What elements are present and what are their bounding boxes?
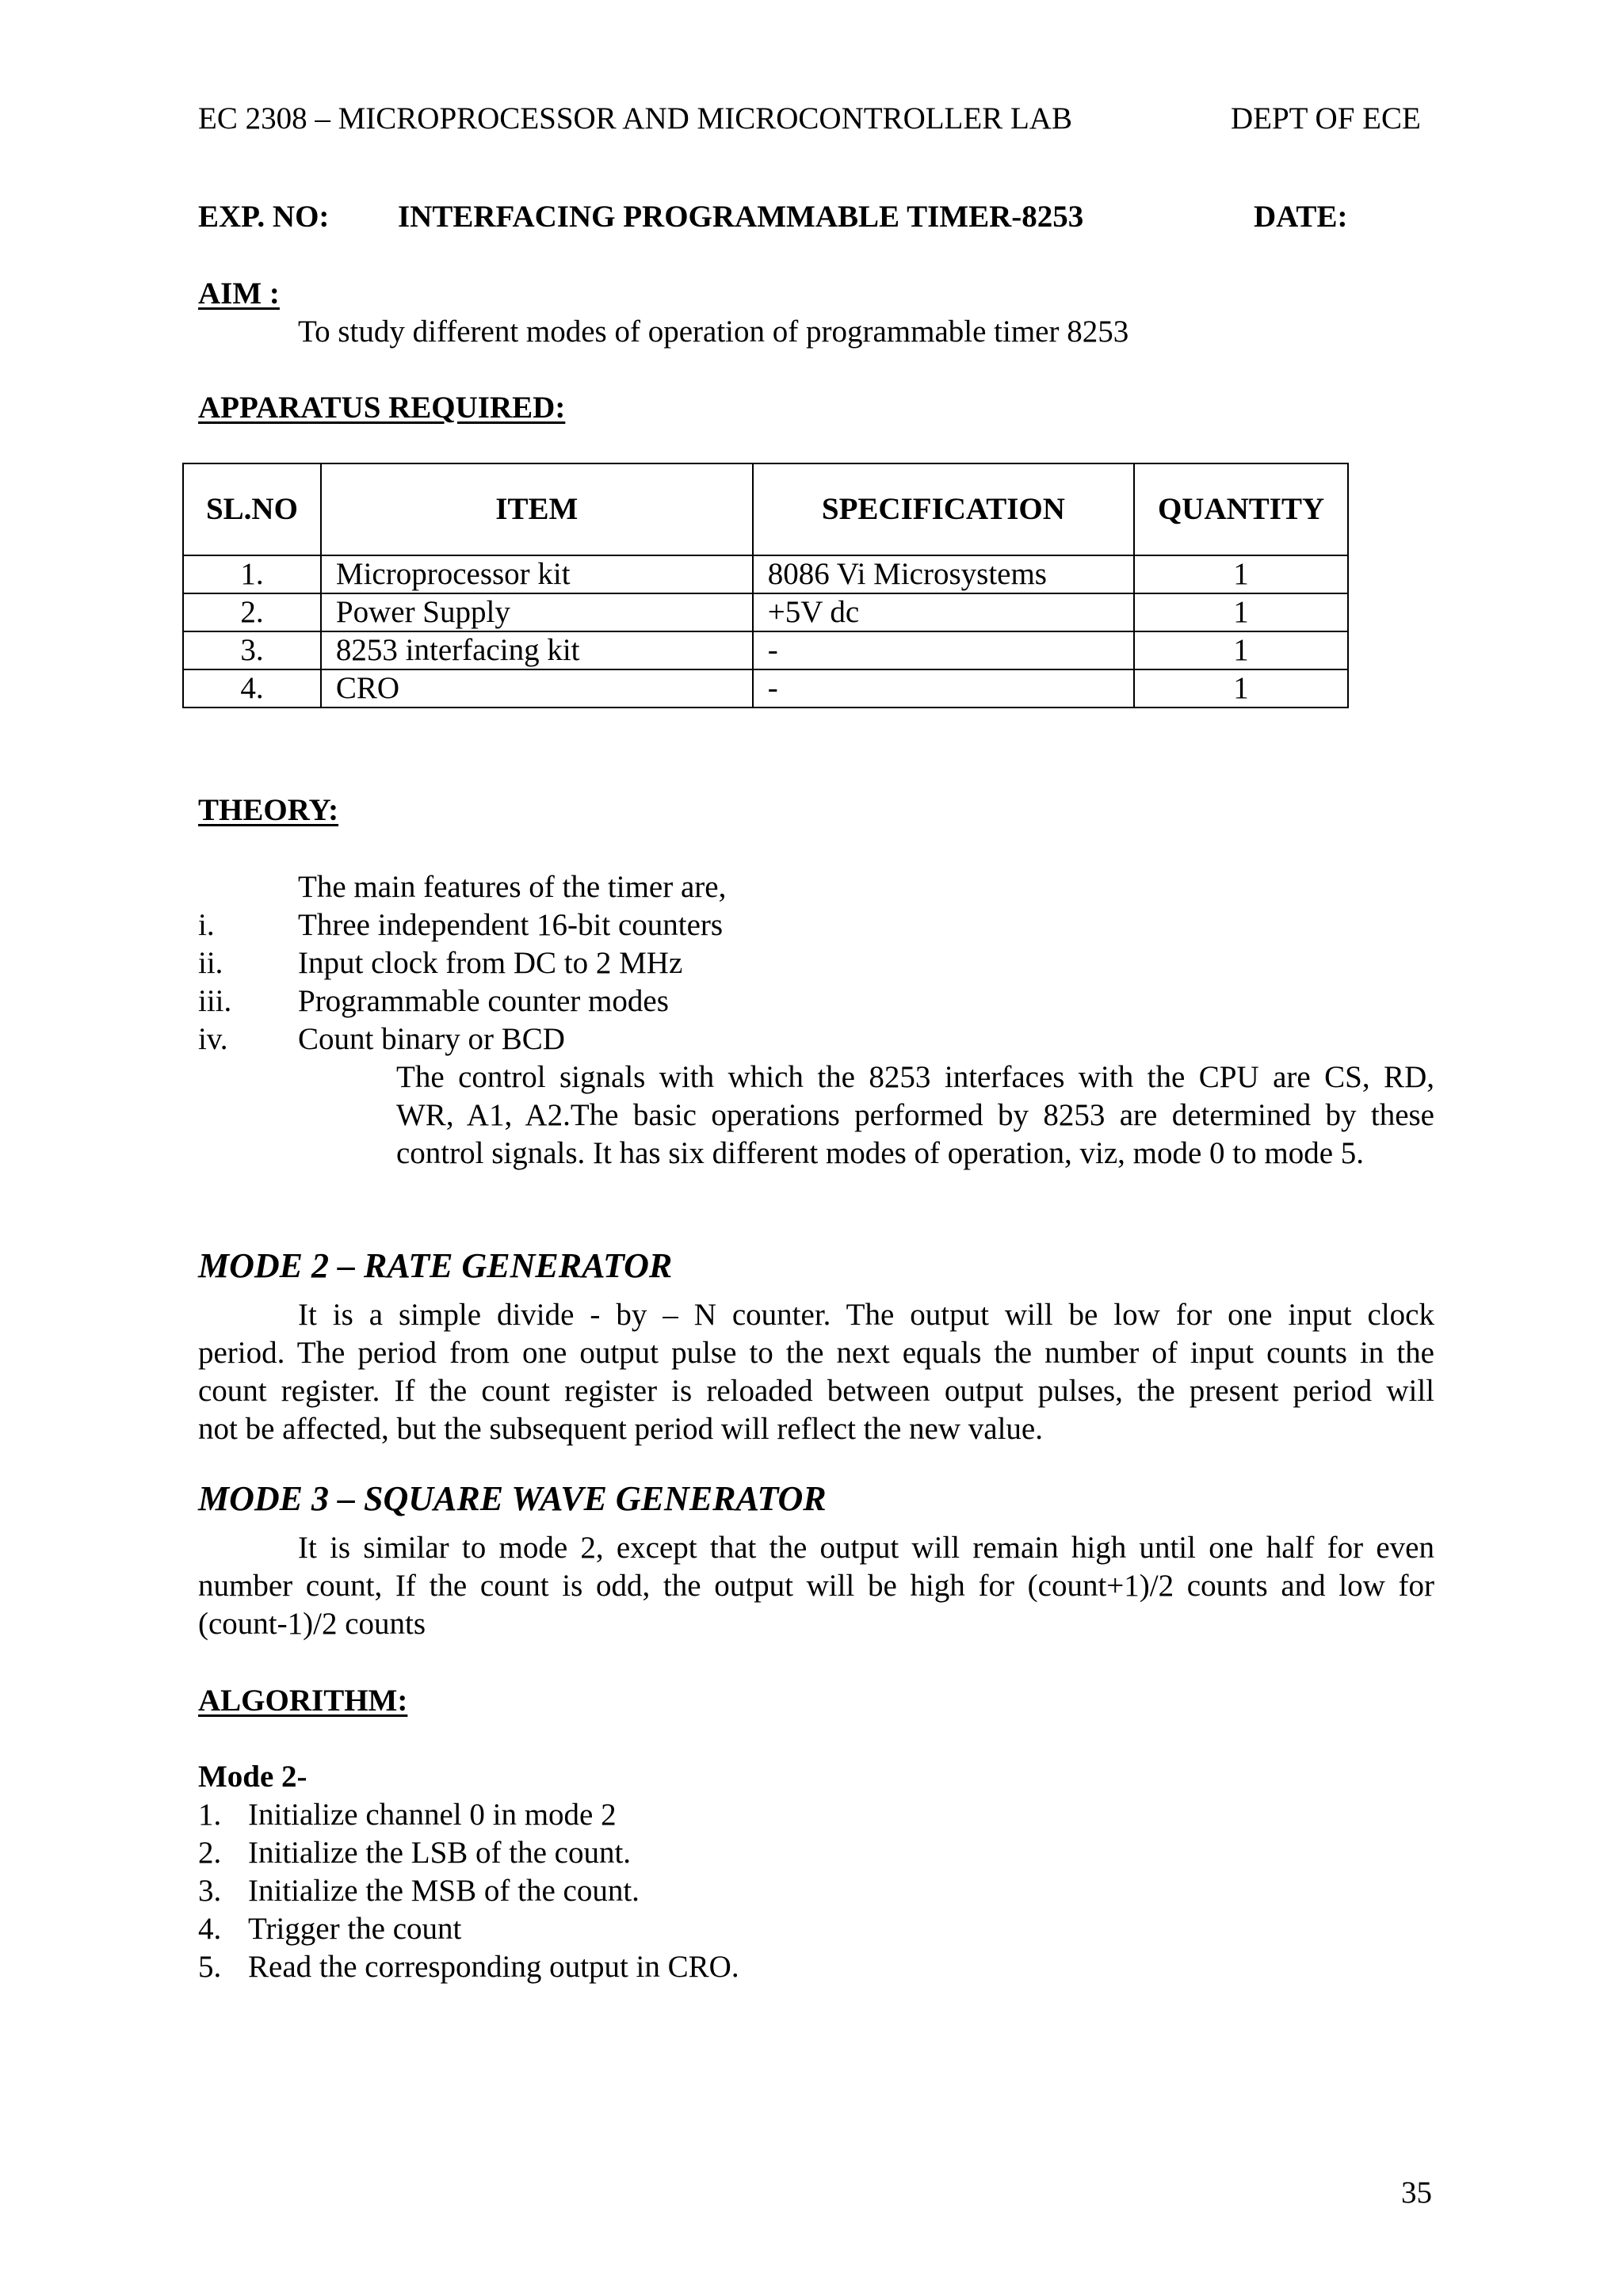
table-cell: 1 — [1134, 593, 1348, 631]
page-number: 35 — [1401, 2176, 1432, 2210]
algorithm-heading: ALGORITHM: — [198, 1684, 408, 1718]
theory-heading: THEORY: — [198, 793, 339, 827]
mode3-paragraph-line: number count, If the count is odd, the output will be high for (count+1)/2 counts and low for — [198, 1569, 1434, 1603]
feature-number: i. — [198, 908, 215, 942]
algorithm-subheading: Mode 2- — [198, 1760, 307, 1794]
mode3-paragraph-line: It is similar to mode 2, except that the output will remain high until one half for even — [298, 1531, 1434, 1565]
step-text: Read the corresponding output in CRO. — [248, 1950, 739, 1984]
table-row — [183, 669, 1348, 707]
step-number: 2. — [198, 1836, 222, 1870]
step-text: Initialize channel 0 in mode 2 — [248, 1798, 617, 1832]
feature-text: Input clock from DC to 2 MHz — [298, 946, 683, 980]
date-label: DATE: — [1254, 200, 1348, 234]
table-cell: 1 — [1134, 631, 1348, 669]
table-cell: - — [753, 631, 1134, 669]
feature-text: Count binary or BCD — [298, 1022, 565, 1056]
apparatus-table — [182, 463, 1349, 708]
exp-title: INTERFACING PROGRAMMABLE TIMER-8253 — [398, 200, 1084, 234]
theory-paragraph-line: WR, A1, A2.The basic operations performed by 8253 are determined by these — [396, 1098, 1434, 1132]
column-header: ITEM — [321, 463, 753, 555]
step-number: 4. — [198, 1912, 222, 1946]
table-cell: - — [753, 669, 1134, 707]
table-cell: Microprocessor kit — [321, 555, 753, 593]
mode2-heading: MODE 2 – RATE GENERATOR — [198, 1246, 673, 1285]
table-cell: 3. — [183, 631, 321, 669]
header-department: DEPT OF ECE — [1231, 101, 1421, 135]
mode2-paragraph-line: period. The period from one output pulse to the next equals the number of input counts in the — [198, 1336, 1434, 1370]
table-cell: 8086 Vi Microsystems — [753, 555, 1134, 593]
exp-number-label: EXP. NO: — [198, 200, 330, 234]
table-cell: +5V dc — [753, 593, 1134, 631]
table-header-row — [183, 463, 1348, 555]
table-row — [183, 631, 1348, 669]
table-cell: Power Supply — [321, 593, 753, 631]
step-number: 3. — [198, 1874, 222, 1908]
feature-number: ii. — [198, 946, 223, 980]
table-cell: 8253 interfacing kit — [321, 631, 753, 669]
mode2-paragraph-line: count register. If the count register is reloaded between output pulses, the present period will — [198, 1374, 1434, 1408]
apparatus-heading: APPARATUS REQUIRED: — [198, 391, 566, 425]
aim-text: To study different modes of operation of programmable timer 8253 — [298, 315, 1129, 349]
aim-heading: AIM : — [198, 277, 280, 311]
theory-paragraph-line: control signals. It has six different modes of operation, viz, mode 0 to mode 5. — [396, 1136, 1365, 1170]
header-course-title: EC 2308 – MICROPROCESSOR AND MICROCONTROLLER LAB — [198, 101, 1072, 135]
column-header: SL.NO — [183, 463, 321, 555]
table-row — [183, 593, 1348, 631]
table-cell: 1 — [1134, 669, 1348, 707]
step-text: Initialize the MSB of the count. — [248, 1874, 640, 1908]
theory-paragraph-line: The control signals with which the 8253 interfaces with the CPU are CS, RD, — [396, 1060, 1434, 1094]
column-header: SPECIFICATION — [753, 463, 1134, 555]
step-text: Initialize the LSB of the count. — [248, 1836, 632, 1870]
step-number: 1. — [198, 1798, 222, 1832]
theory-intro: The main features of the timer are, — [298, 870, 727, 904]
table-cell: 4. — [183, 669, 321, 707]
mode3-paragraph-line: (count-1)/2 counts — [198, 1607, 426, 1641]
mode2-paragraph-line: not be affected, but the subsequent period will reflect the new value. — [198, 1412, 1043, 1446]
step-text: Trigger the count — [248, 1912, 462, 1946]
table-cell: 2. — [183, 593, 321, 631]
mode2-paragraph-line: It is a simple divide - by – N counter. The output will be low for one input clock — [298, 1298, 1434, 1332]
feature-number: iv. — [198, 1022, 228, 1056]
column-header: QUANTITY — [1134, 463, 1348, 555]
table-cell: 1. — [183, 555, 321, 593]
mode3-heading: MODE 3 – SQUARE WAVE GENERATOR — [198, 1479, 827, 1518]
step-number: 5. — [198, 1950, 222, 1984]
feature-number: iii. — [198, 984, 232, 1018]
table-cell: 1 — [1134, 555, 1348, 593]
feature-text: Three independent 16-bit counters — [298, 908, 724, 942]
table-cell: CRO — [321, 669, 753, 707]
feature-text: Programmable counter modes — [298, 984, 669, 1018]
table-row — [183, 555, 1348, 593]
